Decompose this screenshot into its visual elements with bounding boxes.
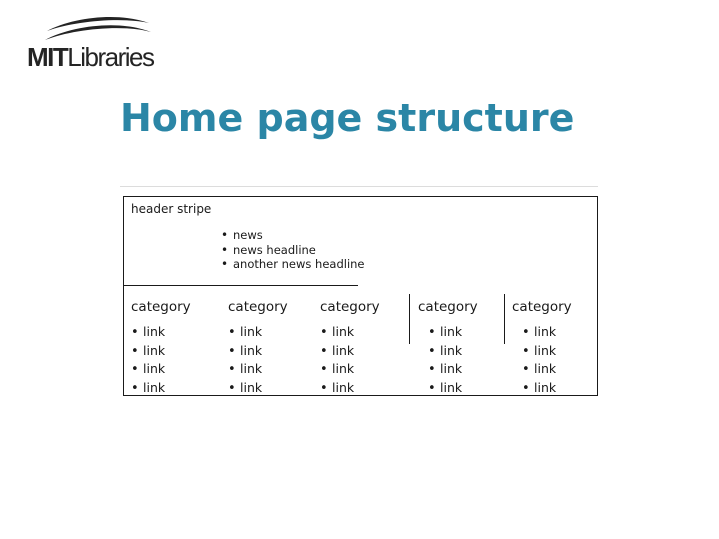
faint-divider bbox=[120, 186, 598, 187]
logo-mit-text: MIT bbox=[27, 42, 68, 72]
category-label: category bbox=[228, 299, 288, 315]
news-item: • news bbox=[221, 228, 365, 243]
link-item: • link bbox=[522, 379, 604, 398]
news-item: • another news headline bbox=[221, 257, 365, 272]
link-item: • link bbox=[131, 342, 223, 361]
link-item: • link bbox=[228, 342, 320, 361]
category-label: category bbox=[131, 299, 191, 315]
link-item: • link bbox=[131, 323, 223, 342]
link-item: • link bbox=[131, 379, 223, 398]
link-list bbox=[320, 323, 412, 397]
category-label: category bbox=[320, 299, 380, 315]
category-column-2 bbox=[228, 298, 320, 397]
link-list bbox=[228, 323, 320, 397]
link-item: • link bbox=[228, 360, 320, 379]
mit-libraries-logo bbox=[27, 10, 157, 70]
news-section-divider bbox=[124, 285, 358, 286]
category-label: category bbox=[418, 299, 478, 315]
link-list bbox=[131, 323, 223, 397]
category-column-3 bbox=[320, 298, 412, 397]
swoosh-arcs-icon bbox=[43, 10, 153, 42]
link-item: • link bbox=[522, 323, 604, 342]
link-item: • link bbox=[428, 360, 510, 379]
category-column-4 bbox=[418, 298, 510, 397]
logo-libraries-text: Libraries bbox=[67, 42, 154, 72]
link-item: • link bbox=[320, 323, 412, 342]
header-stripe-label: header stripe bbox=[131, 202, 212, 216]
news-item: • news headline bbox=[221, 243, 365, 258]
category-column-1 bbox=[131, 298, 223, 397]
link-item: • link bbox=[320, 342, 412, 361]
category-column-5 bbox=[512, 298, 604, 397]
link-item: • link bbox=[428, 342, 510, 361]
link-item: • link bbox=[228, 323, 320, 342]
link-list bbox=[512, 323, 604, 397]
column-divider bbox=[409, 294, 410, 344]
link-list bbox=[418, 323, 510, 397]
link-item: • link bbox=[428, 379, 510, 398]
link-item: • link bbox=[228, 379, 320, 398]
home-page-wireframe-box bbox=[123, 196, 598, 396]
page-title: Home page structure bbox=[120, 96, 575, 140]
link-item: • link bbox=[522, 360, 604, 379]
link-item: • link bbox=[320, 379, 412, 398]
link-item: • link bbox=[522, 342, 604, 361]
link-item: • link bbox=[131, 360, 223, 379]
link-item: • link bbox=[320, 360, 412, 379]
column-divider bbox=[504, 294, 505, 344]
logo-wordmark bbox=[27, 44, 157, 70]
news-bullet-list bbox=[221, 228, 365, 272]
category-label: category bbox=[512, 299, 572, 315]
link-item: • link bbox=[428, 323, 510, 342]
